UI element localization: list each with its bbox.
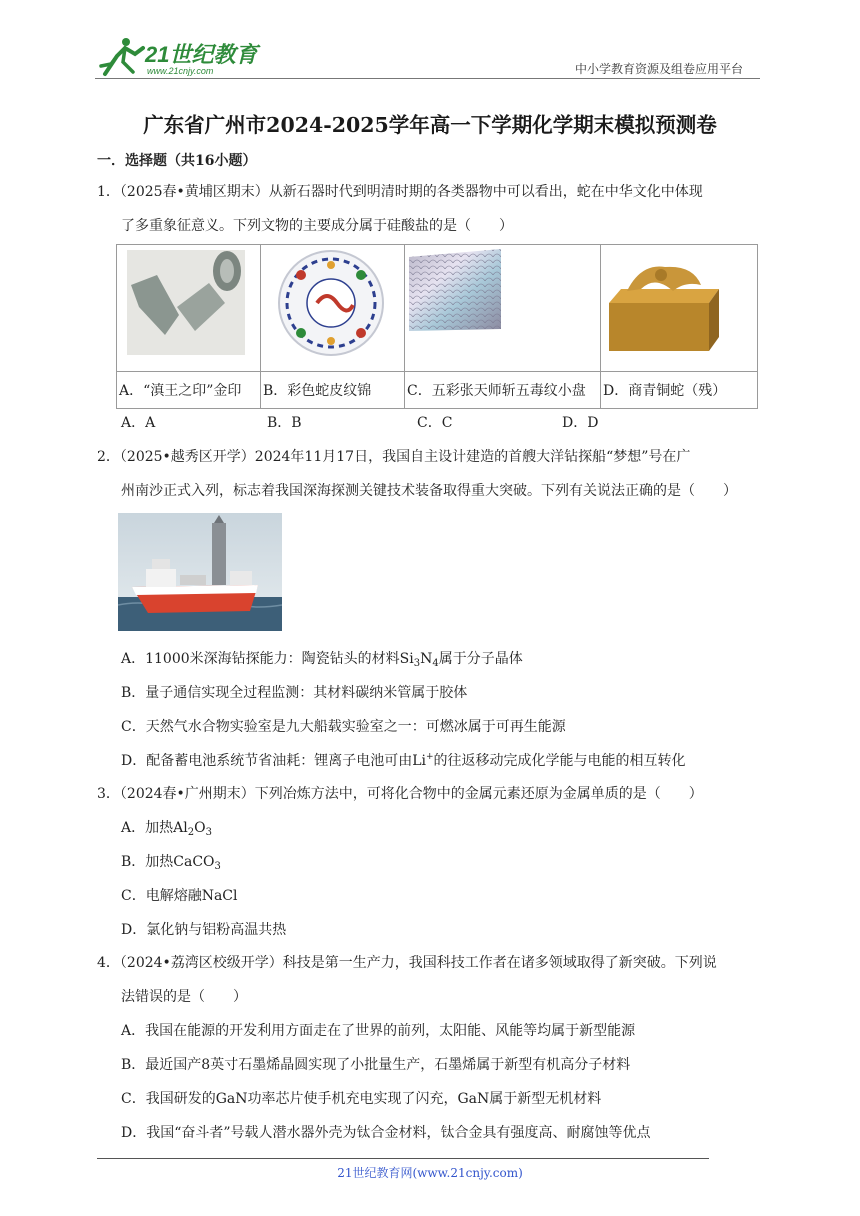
- q1-stem-2: 了多重象征意义。下列文物的主要成分属于硅酸盐的是（ ）: [121, 218, 513, 234]
- q1-stem-1: （2025春•黄埔区期末）从新石器时代到明清时期的各类器物中可以看出，蛇在中华文化中体现: [119, 184, 703, 200]
- q4-stem-2: 法错误的是（ ）: [121, 989, 247, 1005]
- logo-text: 21世纪教育: [145, 42, 258, 67]
- q3-option-a-sub-2: 3: [205, 827, 212, 838]
- q3-option-a-sub-1: 2: [187, 827, 195, 838]
- snake-plate-image: [261, 245, 404, 367]
- header-divider: [95, 78, 760, 79]
- logo-url: www.21cnjy.com: [147, 66, 214, 76]
- q2-option-a-sub-2: 4: [432, 658, 439, 669]
- q3-option-d: D．氯化钠与铝粉高温共热: [121, 922, 287, 938]
- q2-option-a-sub-1: 3: [413, 658, 421, 669]
- q2-option-d-text-1: D．配备蓄电池系统节省油耗：锂离子电池可由Li: [121, 753, 426, 769]
- q3-option-a-text-2: O: [194, 820, 206, 836]
- q3-stem-1: （2024春•广州期末）下列冶炼方法中，可将化合物中的金属元素还原为金属单质的是（ ）: [119, 786, 703, 802]
- q2-option-a-text-3: 属于分子晶体: [438, 651, 523, 667]
- q2-number: 2．: [97, 449, 120, 465]
- q1-option-d: D．D: [562, 415, 599, 431]
- q4-option-c: C．我国研发的GaN功率芯片使手机充电实现了闪充，GaN属于新型无机材料: [121, 1091, 602, 1107]
- q1-number: 1．: [97, 184, 120, 200]
- gold-seal-image: [601, 245, 757, 367]
- q2-option-b: B．量子通信实现全过程监测：其材料碳纳米管属于胶体: [121, 685, 468, 701]
- relic-image-a: [117, 245, 261, 372]
- relic-caption-c: C．五彩张天师斩五毒纹小盘: [405, 372, 601, 409]
- q2-option-a-text-2: N: [420, 651, 433, 667]
- q3-option-a: [121, 818, 212, 840]
- q3-option-b-text: B．加热CaCO: [121, 854, 215, 870]
- q4-stem-1: （2024•荔湾区校级开学）科技是第一生产力，我国科技工作者在诸多领域取得了新突破。下列说: [119, 955, 717, 971]
- relic-image-d: [601, 245, 758, 372]
- q1-line-1: [97, 182, 703, 202]
- q2-stem-1: （2025•越秀区开学）2024年11月17日，我国自主设计建造的首艘大洋钻探船“梦想”号在广: [119, 449, 691, 465]
- q2-line-1: [97, 447, 690, 467]
- q3-option-b-sub: 3: [214, 861, 221, 872]
- q2-option-d: [121, 751, 686, 773]
- relic-image-b: [261, 245, 405, 372]
- q2-option-d-superscript: +: [426, 752, 434, 762]
- relic-caption-a: A．“滇王之印”金印: [117, 372, 261, 409]
- q3-number: 3．: [97, 786, 120, 802]
- bamboo-slips-image: [117, 245, 260, 367]
- q3-option-b: [121, 852, 221, 874]
- footer-link[interactable]: 21世纪教育网(www.21cnjy.com): [337, 1166, 523, 1180]
- relic-caption-d: D．商青铜蛇（残）: [601, 372, 758, 409]
- q2-stem-2: 州南沙正式入列，标志着我国深海探测关键技术装备取得重大突破。下列有关说法正确的是（ ）: [121, 483, 737, 499]
- section-title: 一．选择题（共16小题）: [97, 153, 257, 169]
- footer-divider: [97, 1158, 709, 1159]
- relic-image-c: [405, 245, 601, 372]
- relics-table: [116, 244, 758, 409]
- q2-option-a-text-1: A．11000米深海钻探能力：陶瓷钻头的材料Si: [121, 651, 414, 667]
- drilling-ship-image: [118, 513, 282, 631]
- site-logo: [95, 34, 265, 80]
- q1-option-a: A．A: [121, 415, 156, 431]
- q1-option-b: B．B: [267, 415, 302, 431]
- q3-line-1: [97, 784, 703, 804]
- q4-option-b: B．最近国产8英寸石墨烯晶圆实现了小批量生产，石墨烯属于新型有机高分子材料: [121, 1057, 631, 1073]
- q4-number: 4．: [97, 955, 120, 971]
- q2-option-a: [121, 649, 523, 671]
- platform-name: 中小学教育资源及组卷应用平台: [575, 62, 744, 76]
- q1-option-c: C．C: [417, 415, 453, 431]
- page-title: 广东省广州市2024-2025学年高一下学期化学期末模拟预测卷: [143, 113, 717, 137]
- relic-caption-b: B．彩色蛇皮纹锦: [261, 372, 405, 409]
- q4-option-d: D．我国“奋斗者”号载人潜水器外壳为钛合金材料，钛合金具有强度高、耐腐蚀等优点: [121, 1125, 651, 1141]
- q3-option-a-text: A．加热Al: [121, 820, 188, 836]
- q2-option-d-text-2: 的往返移动完成化学能与电能的相互转化: [433, 753, 686, 769]
- q3-option-c: C．电解熔融NaCl: [121, 888, 238, 904]
- snakeskin-brocade-image: [405, 245, 600, 367]
- q4-option-a: A．我国在能源的开发利用方面走在了世界的前列，太阳能、风能等均属于新型能源: [121, 1023, 636, 1039]
- q2-option-c: C．天然气水合物实验室是九大船载实验室之一：可燃冰属于可再生能源: [121, 719, 566, 735]
- q4-line-1: [97, 953, 717, 973]
